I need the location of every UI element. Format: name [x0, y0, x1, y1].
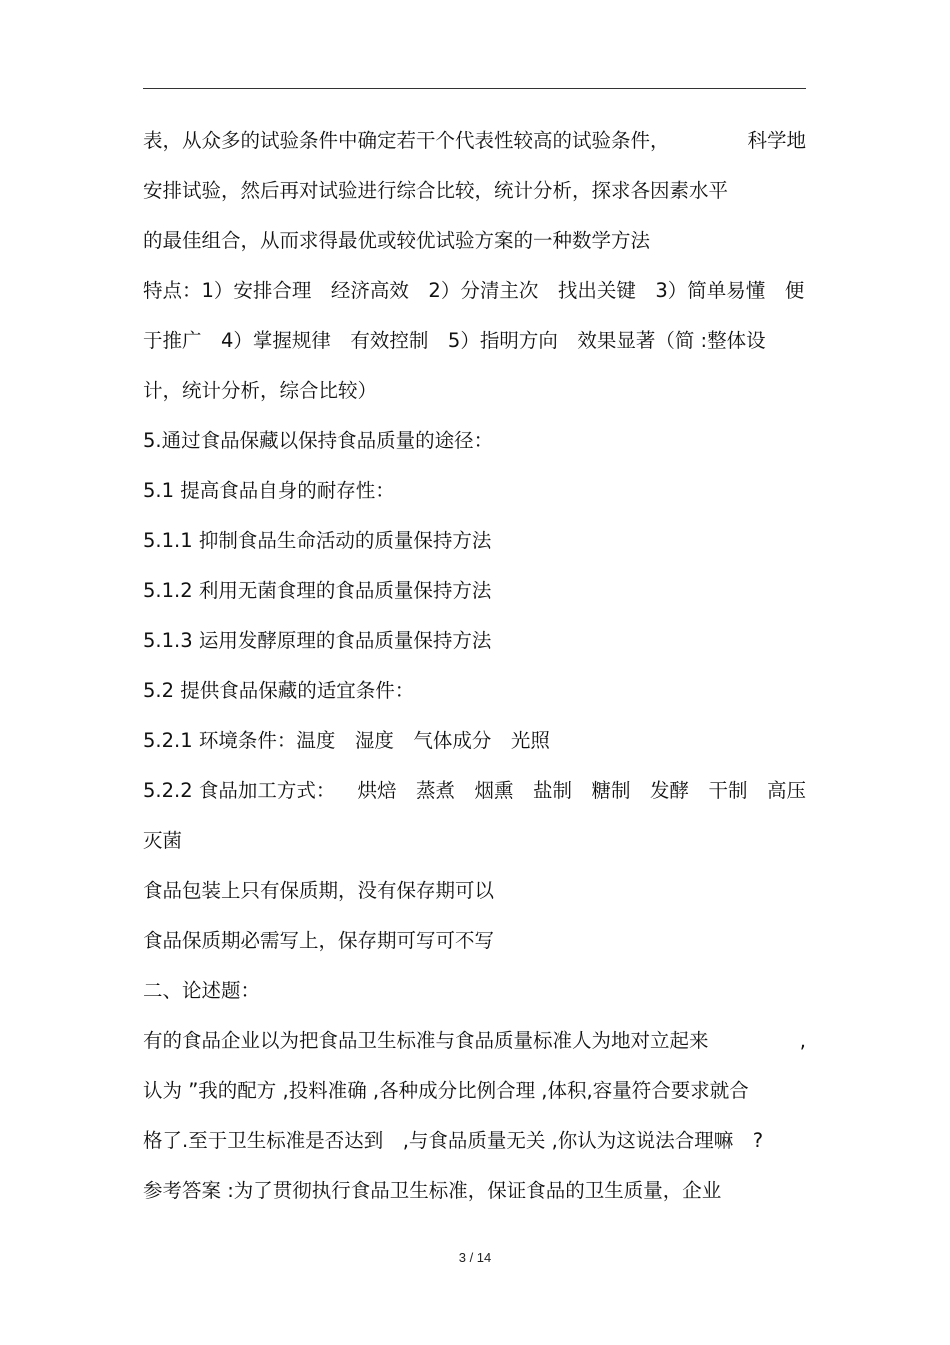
list-item: 5.2.1 环境条件：温度 湿度 气体成分 光照 — [143, 729, 550, 752]
paragraph-line: 于推广 4）掌握规律 有效控制 5）指明方向 效果显著（简 :整体设 — [143, 329, 766, 352]
paragraph-line: 认为 ”我的配方 ,投料准确 ,各种成分比例合理 ,体积,容量符合要求就合 — [143, 1079, 749, 1102]
text-segment: 表，从众多的试验条件中确定若干个代表性较高的试验条件， — [143, 129, 670, 152]
paragraph-line: 格了.至于卫生标准是否达到 ,与食品质量无关 ,你认为这说法合理嘛 ? — [143, 1129, 764, 1152]
list-item: 5.1.2 利用无菌食理的食品质量保持方法 — [143, 579, 492, 602]
page-number: 3 / 14 — [458, 1250, 492, 1265]
list-item: 5.1.3 运用发酵原理的食品质量保持方法 — [143, 629, 492, 652]
paragraph-line: 的最佳组合，从而求得最优或较优试验方案的一种数学方法 — [143, 229, 651, 252]
subsection-heading: 5.1 提高食品自身的耐存性： — [143, 479, 395, 502]
list-item — [143, 770, 806, 820]
paragraph-line: 安排试验，然后再对试验进行综合比较，统计分析，探求各因素水平 — [143, 179, 729, 202]
paragraph-line — [143, 120, 806, 170]
list-item: 5.1.1 抑制食品生命活动的质量保持方法 — [143, 529, 492, 552]
section-heading: 5.通过食品保藏以保持食品质量的途径： — [143, 429, 494, 452]
paragraph-line — [143, 1020, 806, 1070]
text-segment: 有的食品企业以为把食品卫生标准与食品质量标准人为地对立起来 — [143, 1029, 709, 1052]
document-body — [143, 120, 806, 1220]
subsection-heading: 5.2 提供食品保藏的适宜条件： — [143, 679, 415, 702]
paragraph-line: 食品保质期必需写上，保存期可写可不写 — [143, 929, 495, 952]
paragraph-line: 特点：1）安排合理 经济高效 2）分清主次 找出关键 3）简单易懂 便 — [143, 279, 805, 302]
text-segment: 烘焙 蒸煮 烟熏 盐制 糖制 发酵 干制 高压 — [357, 779, 806, 802]
text-segment: , — [799, 1029, 806, 1052]
text-segment: 科学地 — [747, 129, 806, 152]
paragraph-line: 灭菌 — [143, 829, 183, 852]
header-rule — [143, 88, 806, 89]
paragraph-line: 参考答案 :为了贯彻执行食品卫生标准，保证食品的卫生质量，企业 — [143, 1179, 722, 1202]
text-segment: 5.2.2 食品加工方式： — [143, 779, 336, 802]
paragraph-line: 食品包装上只有保质期，没有保存期可以 — [143, 879, 495, 902]
section-heading: 二、论述题： — [143, 979, 261, 1002]
paragraph-line: 计，统计分析，综合比较） — [143, 379, 378, 402]
